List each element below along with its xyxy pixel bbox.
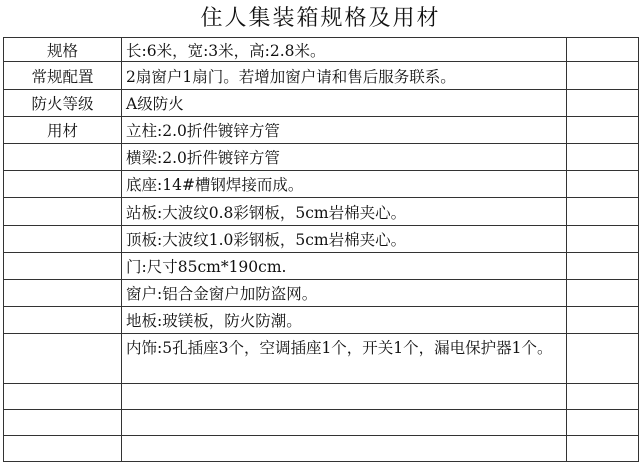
row-value: 横梁:2.0折件镀锌方管: [122, 144, 567, 171]
empty-cell: [567, 62, 639, 90]
empty-cell: [567, 198, 639, 226]
empty-cell: [4, 384, 122, 410]
table-row: [4, 226, 639, 253]
row-value: 立柱:2.0折件镀锌方管: [122, 117, 567, 144]
row-value: 地板:玻镁板，防火防潮。: [122, 307, 567, 334]
row-label: [4, 226, 122, 253]
row-label: [4, 307, 122, 334]
empty-cell: [4, 436, 122, 462]
row-value: 底座:14#槽钢焊接而成。: [122, 171, 567, 198]
empty-cell: [567, 171, 639, 198]
row-value: 内饰:5孔插座3个，空调插座1个，开关1个，漏电保护器1个。: [122, 334, 567, 384]
empty-cell: [567, 307, 639, 334]
empty-cell: [567, 384, 639, 410]
row-value: 2扇窗户1扇门。若增加窗户请和售后服务联系。: [122, 62, 567, 90]
row-label: 防火等级: [4, 90, 122, 117]
row-value: 门:尺寸85cm*190cm.: [122, 253, 567, 280]
empty-cell: [567, 117, 639, 144]
table-row: [4, 198, 639, 226]
empty-cell: [122, 436, 567, 462]
row-label: [4, 280, 122, 307]
row-label: [4, 144, 122, 171]
table-row: [4, 171, 639, 198]
empty-cell: [567, 90, 639, 117]
table-row: [4, 410, 639, 436]
table-row: [4, 307, 639, 334]
row-label: 用材: [4, 117, 122, 144]
row-value: 长:6米，宽:3米，高:2.8米。: [122, 38, 567, 62]
empty-cell: [4, 410, 122, 436]
row-label: 规格: [4, 38, 122, 62]
row-label: [4, 253, 122, 280]
row-label: [4, 171, 122, 198]
table-row: [4, 334, 639, 384]
table-row: [4, 253, 639, 280]
row-value: 站板:大波纹0.8彩钢板，5cm岩棉夹心。: [122, 198, 567, 226]
table-row: [4, 90, 639, 117]
row-label: 常规配置: [4, 62, 122, 90]
table-row: [4, 384, 639, 410]
row-value: 顶板:大波纹1.0彩钢板，5cm岩棉夹心。: [122, 226, 567, 253]
empty-cell: [567, 334, 639, 384]
spec-table: [3, 37, 639, 462]
row-value: A级防火: [122, 90, 567, 117]
empty-cell: [567, 226, 639, 253]
empty-cell: [567, 280, 639, 307]
empty-cell: [567, 436, 639, 462]
empty-cell: [567, 253, 639, 280]
row-value: 窗户:铝合金窗户加防盗网。: [122, 280, 567, 307]
table-row: [4, 62, 639, 90]
sheet-title: 住人集装箱规格及用材: [200, 6, 441, 31]
table-row: [4, 144, 639, 171]
table-row: [4, 436, 639, 462]
row-label: [4, 198, 122, 226]
table-row: [4, 280, 639, 307]
empty-cell: [122, 410, 567, 436]
table-row: [4, 117, 639, 144]
empty-cell: [567, 144, 639, 171]
empty-cell: [122, 384, 567, 410]
empty-cell: [567, 410, 639, 436]
row-label: [4, 334, 122, 384]
empty-cell: [567, 38, 639, 62]
table-row: [4, 38, 639, 62]
